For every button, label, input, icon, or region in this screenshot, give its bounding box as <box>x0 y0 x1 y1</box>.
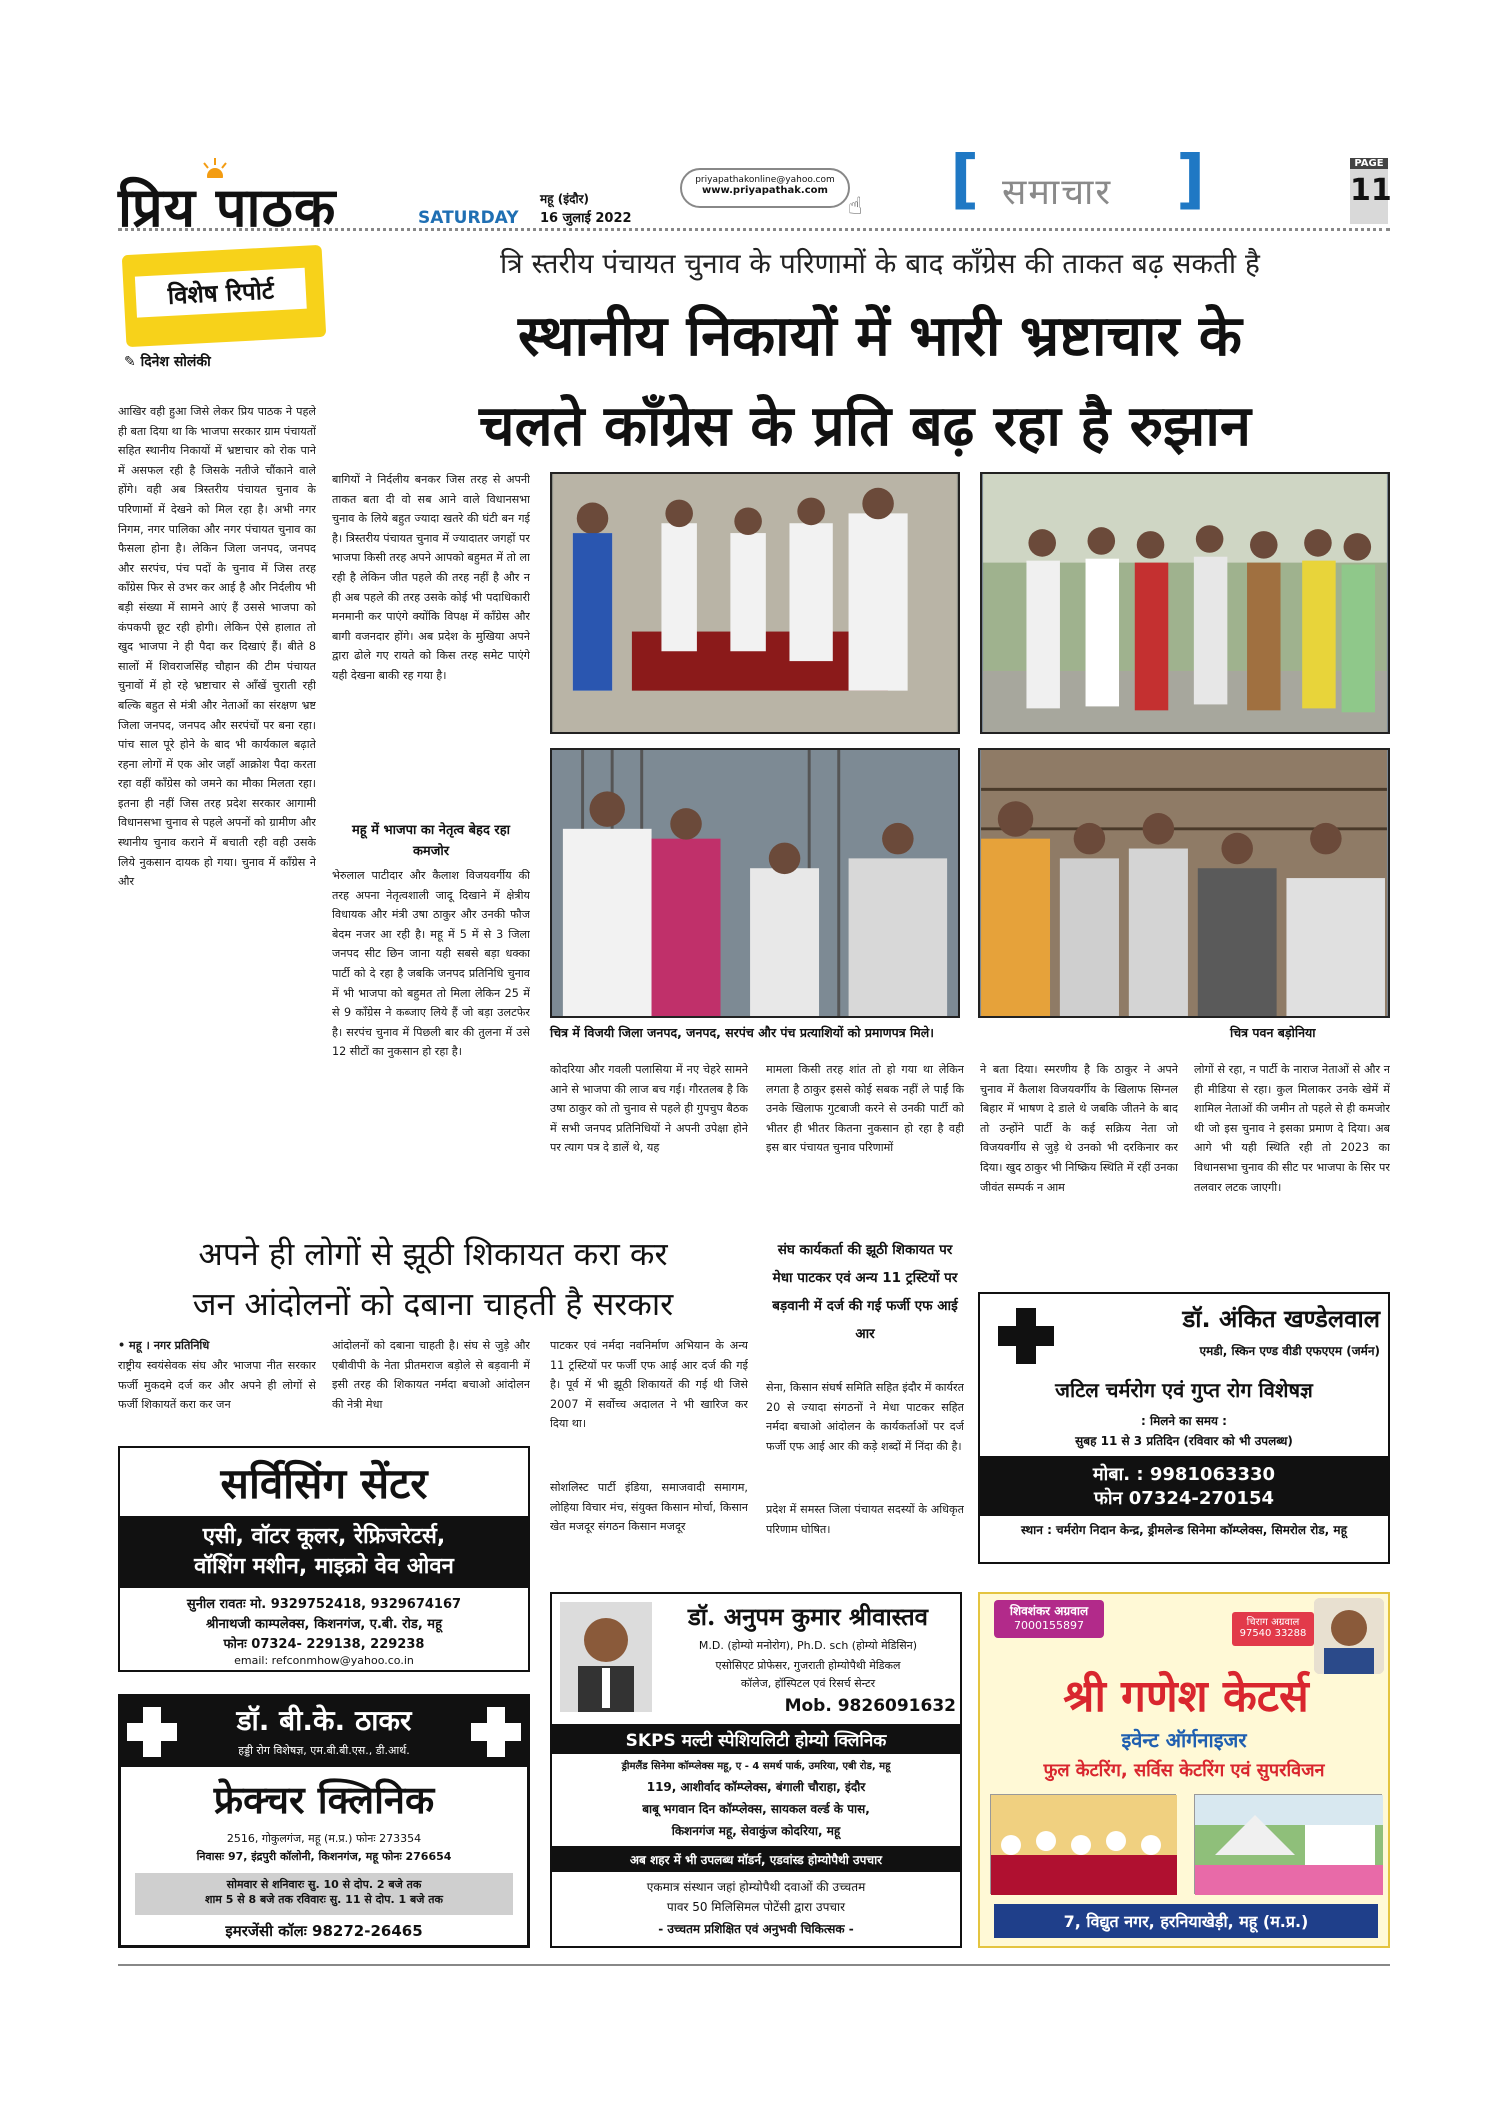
hand-cursor-icon: ☝ <box>848 192 863 220</box>
story2-headline-2: जन आंदोलनों को दबाना चाहती है सरकार <box>192 1285 674 1323</box>
author-name: दिनेश सोलंकी <box>140 354 211 370</box>
page-bottom-rule <box>118 1964 1390 1966</box>
story2-column-4: सेना, किसान संघर्ष समिति सहित इंदौर में कार्यरत 20 से ज्यादा संगठनों ने मेधा पाटकर सहित नर्मदा बचाओ आंदोलन के कार्यकर्ताओं पर दर्ज फर्जी एफ आई आर की कड़े शब्दों में निंदा की है। <box>766 1381 964 1453</box>
email-text: priyapathakonline@yahoo.com <box>695 175 835 185</box>
ganesh-owner2: चिराग अग्रवाल <box>1246 1617 1300 1628</box>
story2-column-3b: सोशलिस्ट पार्टी इंडिया, समाजवादी समागम, लोहिया विचार मंच, संयुक्त किसान मोर्चा, किसान खेत मजदूर संगठन किसान मजदूर <box>550 1481 748 1534</box>
story2-subhead: संघ कार्यकर्ता की झूठी शिकायत पर मेधा पाटकर एवं अन्य 11 ट्रस्टियों पर बड़वानी में दर्ज की गई फर्जी एफ आई आर <box>772 1242 958 1342</box>
report-column-3: कोदरिया और गवली पलासिया में नए चेहरे सामने आने से भाजपा की लाज बच गई। गौरतलब है कि उषा ठाकुर को तो चुनाव से पहले ही गुपचुप बैठक में सभी जनपद प्रतिनिधियों ने अपनी उपेक्षा होने पर त्याग पत्र दे डालें थे, यह <box>550 1063 748 1155</box>
servicing-email: email: refconmhow@yahoo.co.in <box>234 1654 414 1667</box>
place-label: महू (इंदौर) <box>540 192 589 206</box>
thakar-address-2: निवासः 97, इंद्रपुरी कॉलोनी, किशनगंज, महू फोनः 276654 <box>196 1850 452 1863</box>
story2-column-3: पाटकर एवं नर्मदा नवनिर्माण अभियान के अन्य 11 ट्रस्टियों पर फर्जी एफ आई आर दर्ज की गई है। पूर्व में भी झूठी शिकायतें की गई थी जिसे 2007 में सर्वोच्च अदालत ने भी खारिज कर दिया था। <box>550 1339 748 1431</box>
photo-certificates-2 <box>980 472 1390 734</box>
thakar-emergency: इमरजेंसी कॉलः 98272-26465 <box>225 1922 423 1940</box>
ad-servicing-center <box>118 1446 530 1672</box>
website-text: www.priyapathak.com <box>702 185 828 196</box>
masthead-rule <box>118 228 1390 231</box>
ganesh-photo <box>1314 1598 1384 1674</box>
report-column-5: ने बता दिया। स्मरणीय है कि ठाकुर ने अपने चुनाव में कैलाश विजयवर्गीय के खिलाफ सिग्नल बिहार में भाषण दे डाले थे जबकि जीतने के बाद तो उन्होंने पार्टी के कई सक्रिय नेता जो विजयवर्गीय से जुड़े थे उनको भी दरकिनार कर दिया। खुद ठाकुर भी निष्क्रिय स्थिति में रहीं उनका जीवंत सम्पर्क न आम <box>980 1063 1178 1194</box>
srivastava-note-1: एकमात्र संस्थान जहां होम्योपैथी दवाओं की उच्चतम <box>646 1880 866 1894</box>
report-column-2: बागियों ने निर्दलीय बनकर जिस तरह से अपनी ताकत बता दी वो सब आने वाले विधानसभा चुनाव के लिये बहुत ज्यादा खतरे की घंटी बन गई है। त्रिस्तरीय पंचायत चुनाव में ज्यादातर जगहों पर भाजपा किसी तरह अपने आपको बहुमत में तो ला रही है लेकिन जीत पहले की तरह नहीं है और न ही अब पहले की तरह उसके कोई भी पदाधिकारी मनमानी कर पाएंगे क्योंकि विपक्ष में कॉंग्रेस और बागी वजनदार होंगे। अब प्रदेश के मुखिया अपने द्वारा ढोले गए रायते को किस तरह समेट पाएंगे यही देखना बाकी रह गया है। <box>332 473 530 682</box>
thakar-cross-right-icon <box>471 1707 521 1757</box>
sun-logo-icon <box>200 158 230 178</box>
srivastava-note-2: पावर 50 मिलिसिमल पोटेंसी द्वारा उपचार <box>666 1900 846 1914</box>
special-report-badge <box>122 245 327 347</box>
srivastava-mobile: Mob. 9826091632 <box>784 1696 956 1716</box>
srivastava-name: डॉ. अनुपम कुमार श्रीवास्तव <box>687 1602 929 1631</box>
khandelwal-specialty: जटिल चर्मरोग एवं गुप्त रोग विशेषज्ञ <box>1055 1378 1313 1402</box>
story2-headline-1: अपने ही लोगों से झूठी शिकायत करा कर <box>198 1235 668 1273</box>
ganesh-owner-badge <box>994 1600 1104 1638</box>
ganesh-owner2-badge <box>1232 1612 1314 1646</box>
servicing-band <box>120 1516 528 1588</box>
photo-certificates-3 <box>550 748 960 1018</box>
servicing-address: श्रीनाथजी काम्पलेक्स, किशनगंज, ए.बी. रोड, महू <box>206 1617 442 1632</box>
thakar-address-1: 2516, गोकुलगंज, महू (म.प्र.) फोनः 273354 <box>226 1832 422 1845</box>
ganesh-address-band <box>994 1904 1378 1938</box>
srivastava-address-2: 119, आशीर्वाद कॉम्प्लेक्स, बंगाली चौराहा, इंदौर <box>646 1780 866 1794</box>
section-bracket-right: ] <box>1176 143 1206 217</box>
section-title: समाचार <box>1002 172 1113 213</box>
servicing-title: सर्विसिंग सेंटर <box>220 1459 428 1508</box>
page-badge <box>1350 158 1392 224</box>
ganesh-title: श्री गणेश केटर्स <box>1063 1671 1309 1722</box>
khandelwal-timing: सुबह 11 से 3 प्रतिदिन (रविवार को भी उपलब्ध) <box>1075 1434 1293 1448</box>
ad-khandelwal <box>978 1292 1390 1564</box>
report-column-1: आखिर वही हुआ जिसे लेकर प्रिय पाठक ने पहले ही बता दिया था कि भाजपा सरकार ग्राम पंचायतों सहित स्थानीय निकायों में भ्रष्टाचार को रोक पाने में असफल रही है जिसके नतीजे चौंकाने वाले होंगे। वही अब त्रिस्तरीय पंचायत चुनाव के परिणामों में देखने को मिल रहा है। अभी नगर निगम, नगर पालिका और नगर पंचायत चुनाव का फैसला होना है। लेकिन जिला जनपद, जनपद और सरपंच, पंच पदों के चुनाव में जिस तरह कॉंग्रेस फिर से उभर कर आई है और निर्दलीय भी बड़ी संख्या में सामने आएं हैं उससे भाजपा को कंपकपी छूट रही होगी। लेकिन ऐसे हालात तो खुद भाजपा ने ही पैदा कर दिखाएं हैं। बीते 8 सालों में शिवराजसिंह चौहान की टीम पंचायत चुनावों में हो रहे भ्रष्टाचार से आँखें चुराती रही बल्कि बहुत से मंत्री और नेताओं का संरक्षण भ्रष्ट जिला जनपद, जनपद और सरपंचों पर बना रहा। पांच साल पूरे होने के बाद भी कार्यकाल बढ़ाते रहना लोगों में एक ओर जहाँ आक्रोश पैदा करता रहा वहीं कॉंग्रेस को जमने का मौका मिलता रहा। इतना ही नहीं जिस तरह प्रदेश सरकार आगामी विधानसभा चुनाव से पहले अपनों को ग्रामीण और स्थानीय चुनाव कराने में बचाती रही वही उसके लिये नुकसान दायक हो गया। चुनाव में कॉंग्रेस ने और <box>118 405 316 889</box>
khandelwal-address: स्थान : चर्मरोग निदान केन्द्र, ड्रीमलेन्ड सिनेमा कॉम्प्लेक्स, सिमरोल रोड, महू <box>1021 1523 1347 1537</box>
masthead-logo: प्रिय पाठक <box>118 175 337 239</box>
thakar-degree: हड्डी रोग विशेषज्ञ, एम.बी.बी.एस., डी.आर्थ. <box>238 1744 410 1757</box>
page-label: PAGE <box>1350 158 1388 169</box>
ganesh-address: 7, विद्युत नगर, हरनियाखेड़ी, महू (म.प्र.) <box>1063 1912 1309 1931</box>
khandelwal-phone: फोन 07324-270154 <box>1093 1488 1275 1509</box>
srivastava-degree: M.D. (होम्यो मनोरोग), Ph.D. sch (होम्यो मेडिसिन) <box>698 1639 918 1652</box>
photo-certificates-4 <box>978 748 1390 1018</box>
thakar-name: डॉ. बी.के. ठाकर <box>236 1704 412 1737</box>
ad-ganesh-caterers <box>978 1592 1390 1948</box>
khandelwal-degree: एमडी, स्किन एण्ड वीडी एफएएम (जर्मन) <box>1199 1344 1380 1358</box>
photo-credit: चित्र पवन बड़ोनिया <box>1230 1025 1316 1040</box>
date-label: 16 जुलाई 2022 <box>540 211 632 226</box>
servicing-contact: सुनील रावतः मो. 9329752418, 9329674167 <box>186 1597 462 1612</box>
story2-column-4b: प्रदेश में समस्त जिला पंचायत सदस्यों के अधिकृत परिणाम घोषित। <box>766 1503 964 1536</box>
medical-cross-icon <box>998 1308 1054 1364</box>
ganesh-services: फुल केटरिंग, सर्विस केटरिंग एवं सुपरविजन <box>1043 1760 1325 1781</box>
servicing-line-2: वॉशिंग मशीन, माइक्रो वेव ओवन <box>194 1554 454 1579</box>
srivastava-note-3: - उच्चतम प्रशिक्षित एवं अनुभवी चिकित्सक - <box>658 1922 854 1936</box>
servicing-line-1: एसी, वॉटर कूलर, रेफ्रिजरेटर्स, <box>202 1524 446 1549</box>
report-column-2b: भेरुलाल पाटीदार और कैलाश विजयवर्गीय की तरह अपना नेतृत्वशाली जादू दिखाने में क्षेत्रीय विधायक और मंत्री उषा ठाकुर और उनकी फौज बेदम नजर आ रही है। महू में 5 में से 3 जिला जनपद सीट छिन जाना यही सबसे बड़ा धक्का पार्टी को दे रहा है जबकि जनपद प्रतिनिधि चुनाव में भी भाजपा को बहुमत तो मिला लेकिन 25 में से 9 कॉंग्रेस ने कब्जाए लिये हैं जो बड़ा उलटफेर है। सरपंच चुनाव में पिछली बार की तुलना में उसे 12 सीटों का नुकसान हो रहा है। <box>332 869 530 1059</box>
headline-line-1: स्थानीय निकायों में भारी भ्रष्टाचार के <box>518 303 1242 369</box>
srivastava-address-3: बाबू भगवान दिन कॉम्प्लेक्स, सायकल वर्ल्ड के पास, <box>642 1802 870 1816</box>
badge-text: विशेष रिपोर्ट <box>135 268 307 318</box>
thakar-timing-1: सोमवार से शनिवारः सु. 10 से दोप. 2 बजे तक <box>226 1878 422 1891</box>
srivastava-banner: अब शहर में भी उपलब्ध मॉडर्न, एडवांस्ड होम्योपैथी उपचार <box>629 1853 883 1867</box>
srivastava-post-1: एसोसिएट प्रोफेसर, गुजराती होम्योपैथी मेडिकल <box>715 1659 901 1672</box>
ad-srivastava <box>550 1592 962 1948</box>
ganesh-photo-buffet <box>990 1794 1176 1894</box>
thakar-cross-left-icon <box>127 1707 177 1757</box>
report-column-6: लोगों से रहा, न पार्टी के नाराज नेताओं से और न ही मीडिया से रहा। कुल मिलाकर उनके खेमें में शामिल नेताओं की जमीन तो पहले से ही कमजोर थी जो इस चुनाव ने इसका प्रमाण दे दिया। अब आगे भी यही स्थिति रही तो 2023 का विधानसभा चुनाव की सीट पर भाजपा के सिर पर तलवार लटक जाएगी। <box>1194 1063 1390 1194</box>
khandelwal-name: डॉ. अंकित खण्डेलवाल <box>1182 1305 1380 1333</box>
section-bracket-left: [ <box>950 143 980 217</box>
khandelwal-mobile: मोबा. : 9981063330 <box>1092 1464 1276 1485</box>
day-label: SATURDAY <box>418 208 519 228</box>
photo-certificates-1 <box>550 472 960 734</box>
ganesh-photo-venue <box>1194 1794 1382 1894</box>
story2-dateline: • महू । नगर प्रतिनिधि <box>118 1339 210 1352</box>
thakar-timing-band <box>135 1873 513 1915</box>
srivastava-banner-band <box>552 1846 960 1872</box>
author-byline <box>124 352 211 371</box>
page-number: 11 <box>1350 173 1392 208</box>
headline-line-2: चलते कॉंग्रेस के प्रति बढ़ रहा है रुझान <box>479 393 1251 459</box>
srivastava-clinic-band <box>552 1724 960 1754</box>
ganesh-subtitle: इवेन्ट ऑर्गनाइजर <box>1121 1728 1247 1752</box>
srivastava-photo <box>560 1602 652 1712</box>
photo-caption: चित्र में विजयी जिला जनपद, जनपद, सरपंच और पंच प्रत्याशियों को प्रमाणपत्र मिले। <box>550 1025 934 1040</box>
srivastava-address-1: ड्रीमलैंड सिनेमा कॉम्प्लेक्स महू, ए - 4 समर्थ पार्क, उमरिया, एबी रोड, महू <box>621 1761 891 1772</box>
story2-column-1: राष्ट्रीय स्वयंसेवक संघ और भाजपा नीत सरकार फर्जी मुकदमे दर्ज कर और अपने ही लोगों से फर्जी शिकायतें करा कर जन <box>118 1359 316 1412</box>
thakar-band <box>121 1697 527 1767</box>
kicker: त्रि स्तरीय पंचायत चुनाव के परिणामों के बाद कॉंग्रेस की ताकत बढ़ सकती है <box>500 247 1260 280</box>
thakar-timing-2: शाम 5 से 8 बजे तक रविवारः सु. 11 से दोप. 1 बजे तक <box>204 1893 444 1906</box>
servicing-phone: फोनः 07324- 229138, 229238 <box>223 1637 425 1652</box>
ganesh-owner: शिवशंकर अग्रवाल <box>1009 1604 1089 1618</box>
srivastava-address-4: किशनगंज महू, सेवाकुंज कोदरिया, महू <box>671 1824 841 1838</box>
ad-thakar <box>118 1694 530 1948</box>
ganesh-owner2-phone: 97540 33288 <box>1239 1628 1307 1639</box>
web-bubble <box>680 168 850 208</box>
thakar-clinic: फ्रेक्चर क्लिनिक <box>213 1777 435 1822</box>
khandelwal-meet-label: : मिलने का समय : <box>1141 1414 1227 1428</box>
report-subhead: महू में भाजपा का नेतृत्व बेहद रहा कमजोर <box>352 823 510 859</box>
srivastava-post-2: कॉलेज, हॉस्पिटल एवं रिसर्च सेन्टर <box>740 1677 876 1690</box>
pen-icon: ✎ <box>124 354 136 370</box>
srivastava-clinic: SKPS मल्टी स्पेशियलिटी होम्यो क्लिनिक <box>625 1731 887 1751</box>
story2-column-2: आंदोलनों को दबाना चाहती है। संघ से जुड़े और एबीवीपी के नेता प्रीतमराज बड़ोले से बड़वानी में इसी तरह की शिकायत नर्मदा बचाओ आंदोलन की नेत्री मेधा <box>332 1339 530 1411</box>
report-column-4: मामला किसी तरह शांत तो हो गया था लेकिन लगता है ठाकुर इससे कोई सबक नहीं ले पाईं कि उनके खिलाफ गुटबाजी करने से उनकी पार्टी को भीतर ही भीतर कितना नुकसान हो रहा है वही इस बार पंचायत चुनाव परिणामों <box>766 1063 964 1155</box>
khandelwal-contact-band <box>980 1456 1388 1516</box>
ganesh-owner-phone: 7000155897 <box>1014 1619 1084 1632</box>
